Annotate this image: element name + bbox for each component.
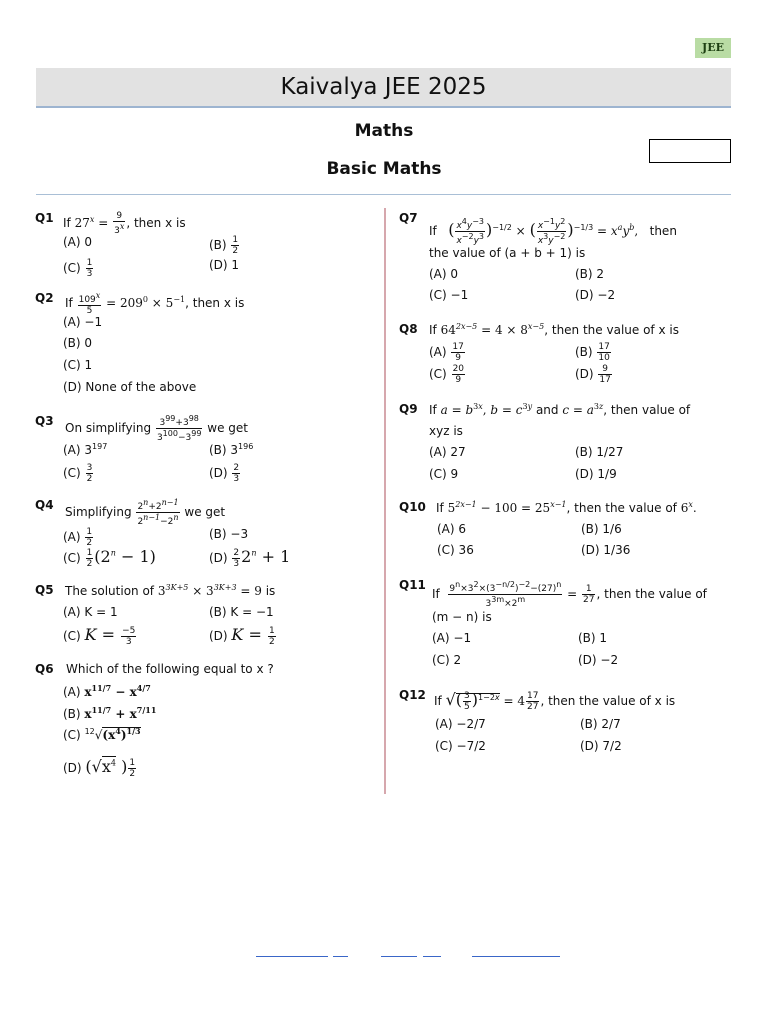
option[interactable]: (A) 0 [429, 267, 459, 281]
option[interactable]: (A) −1 [63, 315, 103, 329]
question-number: Q4 [35, 498, 54, 512]
option[interactable]: (B) K = −1 [209, 605, 274, 619]
question-text-line2: (m − n) is [432, 610, 492, 624]
option[interactable]: (A) $x^{11/7} - x^{4/7}$ [63, 683, 151, 699]
option[interactable]: (D) 1 [209, 258, 240, 272]
option[interactable]: (D) $\frac{2}{3}$ [209, 463, 240, 484]
option[interactable]: (A) K = 1 [63, 605, 118, 619]
chapter-title: Basic Maths [326, 159, 442, 179]
option[interactable]: (B) $3^{196}$ [209, 442, 254, 457]
option[interactable]: (C) 1 [63, 358, 93, 372]
question-text: If $\frac{109^x}{5}$ = $209^0 \times 5^{-1}$, then x is [65, 291, 245, 316]
option[interactable]: (A) $\frac{1}{2}$ [63, 527, 93, 548]
option[interactable]: (C) −1 [429, 288, 469, 302]
question-number: Q2 [35, 291, 54, 305]
question-text: If $\frac{9^n\times 3^2\times(3^{-n/2})^{-2}-(27)^n}{3^{3m}\times 2^m}$ = $\frac{1}{27}$ , then the value of [432, 580, 707, 609]
question-number: Q5 [35, 583, 54, 597]
header-divider [36, 194, 731, 195]
option[interactable]: (B) $\frac{1}{2}$ [209, 235, 239, 256]
option[interactable]: (D) 7/2 [580, 739, 622, 753]
question-text: If $a = b^{3x}$, $b = c^{3y}$ and $c = a^{3z}$, then value of [429, 402, 691, 417]
question-number: Q3 [35, 414, 54, 428]
option[interactable]: (C) $\frac{3}{2}$ [63, 463, 93, 484]
footer-link[interactable] [256, 956, 328, 957]
option[interactable]: (D) K = $\frac{1}{2}$ [209, 625, 275, 647]
question-text: Simplifying $\frac{2^n+2^{n-1}}{2^{n-1}-2^n}$ we get [65, 498, 226, 527]
question-number: Q6 [35, 662, 54, 676]
option[interactable]: (C) $\frac{1}{2}$ $(2^n - 1)$ [63, 547, 156, 569]
option[interactable]: (B) 1 [578, 631, 608, 645]
question-number: Q9 [399, 402, 418, 416]
question-text-line2: the value of (a + b + 1) is [429, 246, 586, 260]
option[interactable]: (A) 6 [437, 522, 467, 536]
question-number: Q7 [399, 211, 418, 225]
question-text: If ( $\frac{x^4y^{-3}}{x^{-2}y^3}$ )$^{-1/2}$ × ( $\frac{x^{-1}y^2}{x^3y^{-2}}$ )$^{-1/3} = x^ay^b$, then [429, 217, 677, 246]
option[interactable]: (C) 36 [437, 543, 474, 557]
option[interactable]: (D) −2 [578, 653, 619, 667]
option[interactable]: (B) $\frac{17}{10}$ [575, 342, 610, 363]
option[interactable]: (B) 1/27 [575, 445, 624, 459]
question-number: Q11 [399, 578, 426, 592]
question-text: If √( $\frac{3}{5}$ )$^{1-2x}$ = 4 $\frac{17}{27}$ , then the value of x is [434, 690, 676, 712]
option[interactable]: (A) −1 [432, 631, 472, 645]
option[interactable]: (C) K = $\frac{-5}{3}$ [63, 625, 136, 647]
question-number: Q1 [35, 211, 54, 225]
footer-link[interactable] [472, 956, 560, 957]
footer-link[interactable] [333, 956, 348, 957]
option[interactable]: (C) $^{12}√(x^4)^{1/3}$ [63, 726, 141, 742]
option[interactable]: (C) 9 [429, 467, 459, 481]
option[interactable]: (C) $\frac{1}{3}$ [63, 258, 93, 279]
option[interactable]: (A) 27 [429, 445, 466, 459]
question-number: Q10 [399, 500, 426, 514]
option[interactable]: (B) $x^{11/7} + x^{7/11}$ [63, 705, 157, 721]
option[interactable]: (D) None of the above [63, 380, 197, 394]
option[interactable]: (A) $\frac{17}{9}$ [429, 342, 464, 363]
option[interactable]: (B) −3 [209, 527, 249, 541]
question-number: Q12 [399, 688, 426, 702]
option[interactable]: (D) $\frac{2}{3}$ $2^n + 1$ [209, 547, 291, 569]
option[interactable]: (D) −2 [575, 288, 616, 302]
question-text: The solution of $3^{3K+5} \times 3^{3K+3} = 9$ is [65, 583, 276, 598]
option[interactable]: (B) 2 [575, 267, 605, 281]
option[interactable]: (B) 1/6 [581, 522, 622, 536]
column-divider [384, 208, 386, 794]
question-text: If $64^{2x-5} = 4 \times 8^{x-5}$, then the value of x is [429, 322, 679, 337]
option[interactable]: (C) $\frac{20}{9}$ [429, 364, 465, 385]
option[interactable]: (B) 2/7 [580, 717, 621, 731]
option[interactable]: (D) 1/9 [575, 467, 617, 481]
option[interactable]: (D) ($√x^4$ ) $\frac{1}{2}$ [63, 757, 136, 779]
footer-link[interactable] [423, 956, 441, 957]
page-title: Kaivalya JEE 2025 [36, 68, 731, 108]
option[interactable]: (A) $3^{197}$ [63, 442, 108, 457]
subject-title: Maths [354, 121, 414, 141]
question-text: If $27^x$ = $\frac{9}{3^x}$ , then x is [63, 211, 186, 236]
option[interactable]: (D) $\frac{9}{17}$ [575, 364, 611, 385]
option[interactable]: (C) 2 [432, 653, 462, 667]
option[interactable]: (A) 0 [63, 235, 93, 249]
option[interactable]: (B) 0 [63, 336, 93, 350]
question-text: On simplifying $\frac{3^{99}+3^{98}}{3^{100}-3^{99}}$ we get [65, 414, 248, 443]
exam-badge: JEE [695, 38, 731, 58]
option[interactable]: (A) −2/7 [435, 717, 486, 731]
footer-link[interactable] [381, 956, 417, 957]
question-number: Q8 [399, 322, 418, 336]
option[interactable]: (D) 1/36 [581, 543, 631, 557]
option[interactable]: (C) −7/2 [435, 739, 486, 753]
question-text: If $5^{2x-1} - 100 = 25^{x-1}$, then the value of 6$^x$. [436, 500, 697, 515]
question-text: Which of the following equal to x ? [66, 662, 274, 676]
question-text-line2: xyz is [429, 424, 463, 438]
